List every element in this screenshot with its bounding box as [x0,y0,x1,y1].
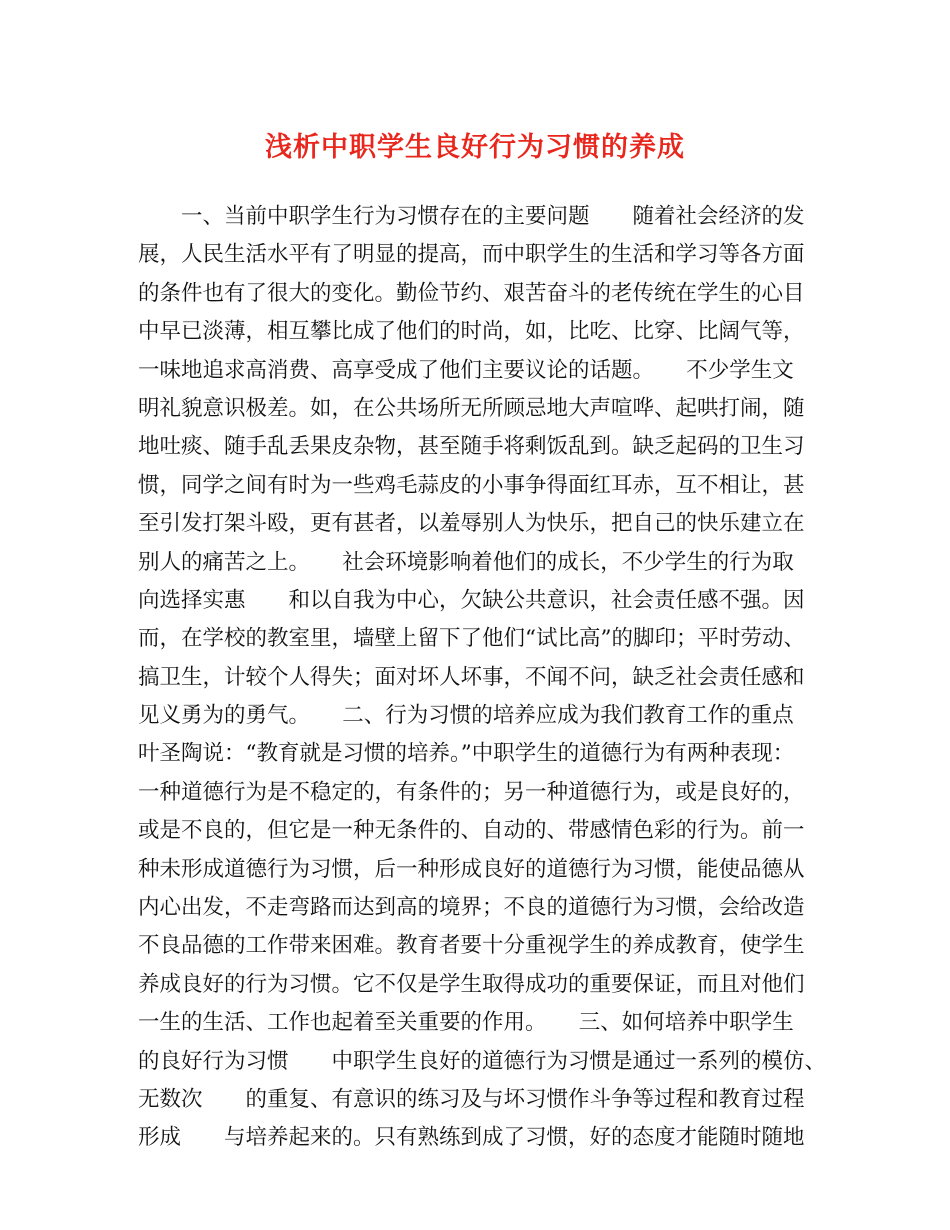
text-line: 地吐痰、随手乱丢果皮杂物，甚至随手将剩饭乱到。缺乏起码的卫生习 [138,434,805,460]
text-line: 一、当前中职学生行为习惯存在的主要问题 随着社会经济的发 [138,204,805,229]
text-line: 一生的生活、工作也起着至关重要的作用。 三、如何培养中职学生 [138,1010,794,1036]
text-line: 内心出发，不走弯路而达到高的境界；不良的道德行为习惯，会给改造 [138,895,805,921]
text-line: 的良好行为习惯 中职学生良好的道德行为习惯是通过一系列的模仿、 [138,1048,827,1074]
text-line: 种未形成道德行为习惯，后一种形成良好的道德行为习惯，能使品德从 [138,856,805,882]
text-line: 中早已淡薄，相互攀比成了他们的时尚，如，比吃、比穿、比阔气等， [138,319,805,345]
text-line: 向选择实惠 和以自我为中心，欠缺公共意识，社会责任感不强。因 [138,587,805,613]
text-line: 的条件也有了很大的变化。勤俭节约、艰苦奋斗的老传统在学生的心目 [138,280,805,306]
text-line: 惯，同学之间有时为一些鸡毛蒜皮的小事争得面红耳赤，互不相让，甚 [138,472,805,498]
text-line: 而，在学校的教室里，墙壁上留下了他们“试比高”的脚印；平时劳动、 [138,626,805,652]
text-line: 无数次 的重复、有意识的练习及与坏习惯作斗争等过程和教育过程 [138,1086,805,1112]
text-line: 或是不良的，但它是一种无条件的、自动的、带感情色彩的行为。前一 [138,818,805,844]
text-line: 形成 与培养起来的。只有熟练到成了习惯，好的态度才能随时随地 [138,1125,805,1151]
text-line: 别人的痛苦之上。 社会环境影响着他们的成长，不少学生的行为取 [138,549,794,575]
text-line: 一味地追求高消费、高享受成了他们主要议论的话题。 不少学生文 [138,357,794,383]
text-line: 养成良好的行为习惯。它不仅是学生取得成功的重要保证，而且对他们 [138,971,805,997]
text-line: 一种道德行为是不稳定的，有条件的；另一种道德行为，或是良好的， [138,779,805,805]
text-line: 叶圣陶说：“教育就是习惯的培养。”中职学生的道德行为有两种表现： [138,741,795,767]
text-line: 搞卫生，计较个人得失；面对坏人坏事，不闻不问，缺乏社会责任感和 [138,664,805,690]
text-line: 展，人民生活水平有了明显的提高，而中职学生的生活和学习等各方面 [138,242,805,268]
text-line: 见义勇为的勇气。 二、行为习惯的培养应成为我们教育工作的重点 [138,703,794,729]
document-title: 浅析中职学生良好行为习惯的养成 [265,132,685,163]
text-line: 不良品德的工作带来困难。教育者要十分重视学生的养成教育，使学生 [138,933,805,959]
document-body [138,198,828,1158]
text-line: 明礼貌意识极差。如，在公共场所无所顾忌地大声喧哗、起哄打闹，随 [138,395,805,421]
text-line: 至引发打架斗殴，更有甚者，以羞辱别人为快乐，把自己的快乐建立在 [138,511,805,537]
